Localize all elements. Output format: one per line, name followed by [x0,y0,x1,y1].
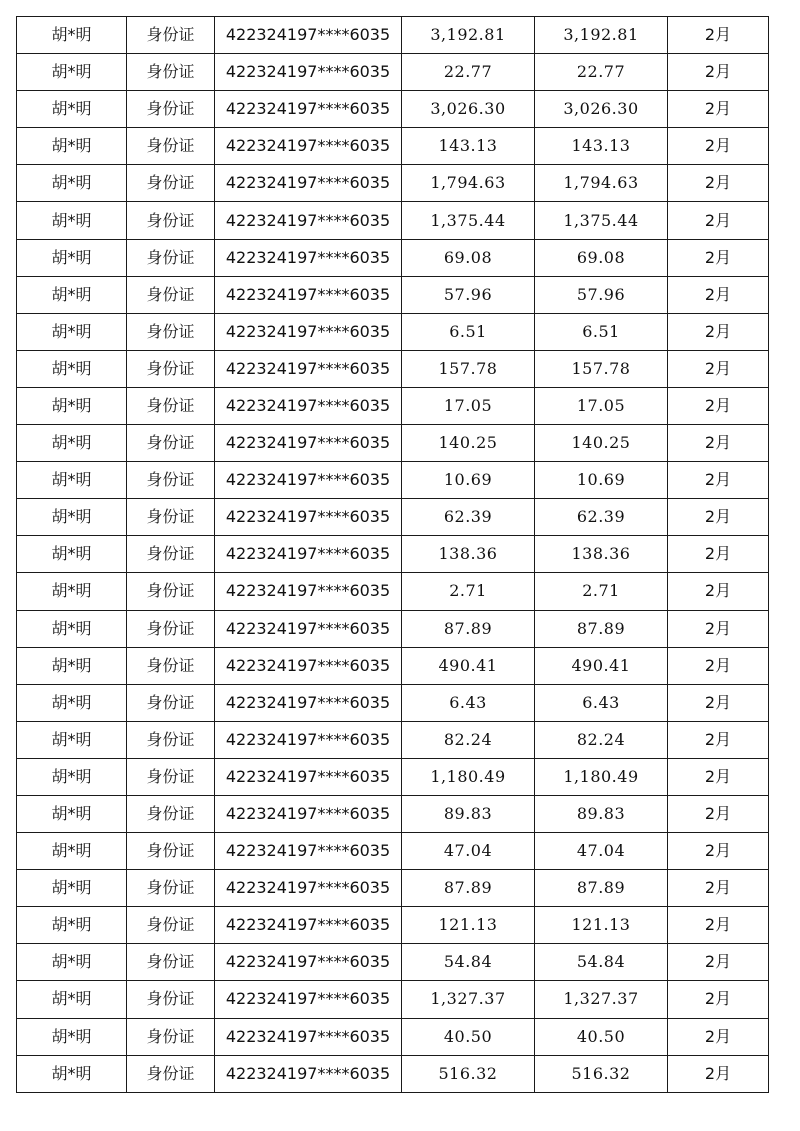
amount-cell: 1,180.49 [402,758,535,795]
name-cell: 胡*明 [17,1018,127,1055]
id-number-cell: 422324197****6035 [215,610,402,647]
name-cell: 胡*明 [17,907,127,944]
name-cell: 胡*明 [17,1055,127,1092]
id-number-cell: 422324197****6035 [215,573,402,610]
table-row [17,462,769,499]
id-number-cell: 422324197****6035 [215,387,402,424]
table-row [17,944,769,981]
name-cell: 胡*明 [17,870,127,907]
amount-paid-cell: 121.13 [535,907,668,944]
amount-paid-cell: 1,794.63 [535,165,668,202]
amount-paid-cell: 89.83 [535,795,668,832]
amount-cell: 54.84 [402,944,535,981]
name-cell: 胡*明 [17,91,127,128]
name-cell: 胡*明 [17,647,127,684]
amount-paid-cell: 140.25 [535,425,668,462]
name-cell: 胡*明 [17,462,127,499]
id-number-cell: 422324197****6035 [215,536,402,573]
amount-cell: 6.51 [402,313,535,350]
id-type-cell: 身份证 [127,387,215,424]
table-row [17,870,769,907]
id-number-cell: 422324197****6035 [215,795,402,832]
table-row [17,313,769,350]
id-type-cell: 身份证 [127,647,215,684]
amount-cell: 10.69 [402,462,535,499]
id-number-cell: 422324197****6035 [215,870,402,907]
amount-paid-cell: 6.51 [535,313,668,350]
amount-cell: 143.13 [402,128,535,165]
table-row [17,387,769,424]
table-row [17,573,769,610]
month-cell: 2月 [668,833,769,870]
id-type-cell: 身份证 [127,1055,215,1092]
id-type-cell: 身份证 [127,54,215,91]
month-cell: 2月 [668,165,769,202]
id-type-cell: 身份证 [127,202,215,239]
amount-cell: 516.32 [402,1055,535,1092]
amount-cell: 121.13 [402,907,535,944]
id-number-cell: 422324197****6035 [215,981,402,1018]
amount-cell: 87.89 [402,870,535,907]
amount-paid-cell: 87.89 [535,870,668,907]
table-row [17,17,769,54]
month-cell: 2月 [668,202,769,239]
amount-paid-cell: 3,026.30 [535,91,668,128]
amount-cell: 140.25 [402,425,535,462]
document-page [16,16,769,1093]
name-cell: 胡*明 [17,684,127,721]
name-cell: 胡*明 [17,573,127,610]
id-number-cell: 422324197****6035 [215,239,402,276]
amount-paid-cell: 138.36 [535,536,668,573]
id-type-cell: 身份证 [127,239,215,276]
amount-paid-cell: 47.04 [535,833,668,870]
month-cell: 2月 [668,499,769,536]
amount-cell: 62.39 [402,499,535,536]
id-type-cell: 身份证 [127,313,215,350]
month-cell: 2月 [668,981,769,1018]
amount-paid-cell: 57.96 [535,276,668,313]
amount-paid-cell: 143.13 [535,128,668,165]
name-cell: 胡*明 [17,425,127,462]
month-cell: 2月 [668,91,769,128]
amount-cell: 1,327.37 [402,981,535,1018]
amount-paid-cell: 62.39 [535,499,668,536]
amount-cell: 69.08 [402,239,535,276]
name-cell: 胡*明 [17,165,127,202]
amount-cell: 157.78 [402,350,535,387]
amount-paid-cell: 516.32 [535,1055,668,1092]
table-row [17,165,769,202]
id-number-cell: 422324197****6035 [215,276,402,313]
id-type-cell: 身份证 [127,91,215,128]
name-cell: 胡*明 [17,313,127,350]
table-row [17,128,769,165]
id-type-cell: 身份证 [127,833,215,870]
amount-cell: 490.41 [402,647,535,684]
amount-cell: 82.24 [402,721,535,758]
month-cell: 2月 [668,239,769,276]
amount-cell: 3,026.30 [402,91,535,128]
amount-paid-cell: 1,375.44 [535,202,668,239]
id-number-cell: 422324197****6035 [215,128,402,165]
id-number-cell: 422324197****6035 [215,91,402,128]
name-cell: 胡*明 [17,276,127,313]
month-cell: 2月 [668,313,769,350]
amount-paid-cell: 1,327.37 [535,981,668,1018]
amount-cell: 47.04 [402,833,535,870]
month-cell: 2月 [668,425,769,462]
amount-paid-cell: 17.05 [535,387,668,424]
name-cell: 胡*明 [17,499,127,536]
id-type-cell: 身份证 [127,350,215,387]
id-number-cell: 422324197****6035 [215,313,402,350]
month-cell: 2月 [668,536,769,573]
id-number-cell: 422324197****6035 [215,202,402,239]
id-number-cell: 422324197****6035 [215,758,402,795]
amount-cell: 40.50 [402,1018,535,1055]
month-cell: 2月 [668,276,769,313]
amount-cell: 3,192.81 [402,17,535,54]
month-cell: 2月 [668,647,769,684]
amount-cell: 2.71 [402,573,535,610]
name-cell: 胡*明 [17,350,127,387]
month-cell: 2月 [668,1018,769,1055]
table-row [17,1018,769,1055]
id-type-cell: 身份证 [127,462,215,499]
table-row [17,647,769,684]
name-cell: 胡*明 [17,758,127,795]
records-table [16,16,769,1093]
id-number-cell: 422324197****6035 [215,721,402,758]
amount-cell: 57.96 [402,276,535,313]
amount-paid-cell: 157.78 [535,350,668,387]
amount-cell: 1,794.63 [402,165,535,202]
table-row [17,795,769,832]
amount-paid-cell: 82.24 [535,721,668,758]
month-cell: 2月 [668,350,769,387]
name-cell: 胡*明 [17,795,127,832]
amount-paid-cell: 1,180.49 [535,758,668,795]
id-number-cell: 422324197****6035 [215,684,402,721]
table-row [17,499,769,536]
id-number-cell: 422324197****6035 [215,425,402,462]
amount-cell: 22.77 [402,54,535,91]
table-row [17,758,769,795]
id-number-cell: 422324197****6035 [215,944,402,981]
id-type-cell: 身份证 [127,981,215,1018]
table-row [17,684,769,721]
name-cell: 胡*明 [17,610,127,647]
id-number-cell: 422324197****6035 [215,647,402,684]
name-cell: 胡*明 [17,54,127,91]
id-type-cell: 身份证 [127,165,215,202]
id-number-cell: 422324197****6035 [215,1018,402,1055]
month-cell: 2月 [668,944,769,981]
table-row [17,239,769,276]
amount-paid-cell: 87.89 [535,610,668,647]
table-row [17,1055,769,1092]
amount-cell: 1,375.44 [402,202,535,239]
month-cell: 2月 [668,870,769,907]
id-type-cell: 身份证 [127,536,215,573]
id-number-cell: 422324197****6035 [215,1055,402,1092]
id-type-cell: 身份证 [127,128,215,165]
amount-paid-cell: 69.08 [535,239,668,276]
amount-cell: 17.05 [402,387,535,424]
id-number-cell: 422324197****6035 [215,17,402,54]
table-row [17,536,769,573]
id-number-cell: 422324197****6035 [215,165,402,202]
amount-paid-cell: 490.41 [535,647,668,684]
table-row [17,610,769,647]
id-type-cell: 身份证 [127,684,215,721]
amount-paid-cell: 3,192.81 [535,17,668,54]
id-number-cell: 422324197****6035 [215,54,402,91]
id-type-cell: 身份证 [127,795,215,832]
month-cell: 2月 [668,758,769,795]
table-row [17,350,769,387]
month-cell: 2月 [668,907,769,944]
table-row [17,425,769,462]
table-row [17,981,769,1018]
id-number-cell: 422324197****6035 [215,499,402,536]
month-cell: 2月 [668,17,769,54]
id-type-cell: 身份证 [127,1018,215,1055]
name-cell: 胡*明 [17,128,127,165]
table-row [17,276,769,313]
amount-paid-cell: 10.69 [535,462,668,499]
amount-cell: 6.43 [402,684,535,721]
month-cell: 2月 [668,684,769,721]
table-row [17,54,769,91]
name-cell: 胡*明 [17,536,127,573]
id-number-cell: 422324197****6035 [215,350,402,387]
id-type-cell: 身份证 [127,573,215,610]
table-row [17,202,769,239]
id-number-cell: 422324197****6035 [215,907,402,944]
table-row [17,833,769,870]
id-type-cell: 身份证 [127,758,215,795]
id-type-cell: 身份证 [127,907,215,944]
records-table-body [17,17,769,1093]
name-cell: 胡*明 [17,944,127,981]
name-cell: 胡*明 [17,721,127,758]
amount-paid-cell: 6.43 [535,684,668,721]
amount-cell: 138.36 [402,536,535,573]
id-type-cell: 身份证 [127,870,215,907]
table-row [17,721,769,758]
amount-paid-cell: 40.50 [535,1018,668,1055]
name-cell: 胡*明 [17,202,127,239]
month-cell: 2月 [668,387,769,424]
month-cell: 2月 [668,795,769,832]
month-cell: 2月 [668,54,769,91]
id-number-cell: 422324197****6035 [215,833,402,870]
month-cell: 2月 [668,610,769,647]
month-cell: 2月 [668,128,769,165]
month-cell: 2月 [668,721,769,758]
amount-paid-cell: 2.71 [535,573,668,610]
month-cell: 2月 [668,1055,769,1092]
id-type-cell: 身份证 [127,499,215,536]
id-type-cell: 身份证 [127,721,215,758]
table-row [17,907,769,944]
id-type-cell: 身份证 [127,610,215,647]
amount-paid-cell: 22.77 [535,54,668,91]
amount-cell: 89.83 [402,795,535,832]
id-type-cell: 身份证 [127,425,215,462]
id-type-cell: 身份证 [127,276,215,313]
amount-cell: 87.89 [402,610,535,647]
name-cell: 胡*明 [17,239,127,276]
name-cell: 胡*明 [17,833,127,870]
month-cell: 2月 [668,462,769,499]
amount-paid-cell: 54.84 [535,944,668,981]
id-type-cell: 身份证 [127,17,215,54]
month-cell: 2月 [668,573,769,610]
name-cell: 胡*明 [17,387,127,424]
id-number-cell: 422324197****6035 [215,462,402,499]
name-cell: 胡*明 [17,17,127,54]
table-row [17,91,769,128]
name-cell: 胡*明 [17,981,127,1018]
id-type-cell: 身份证 [127,944,215,981]
